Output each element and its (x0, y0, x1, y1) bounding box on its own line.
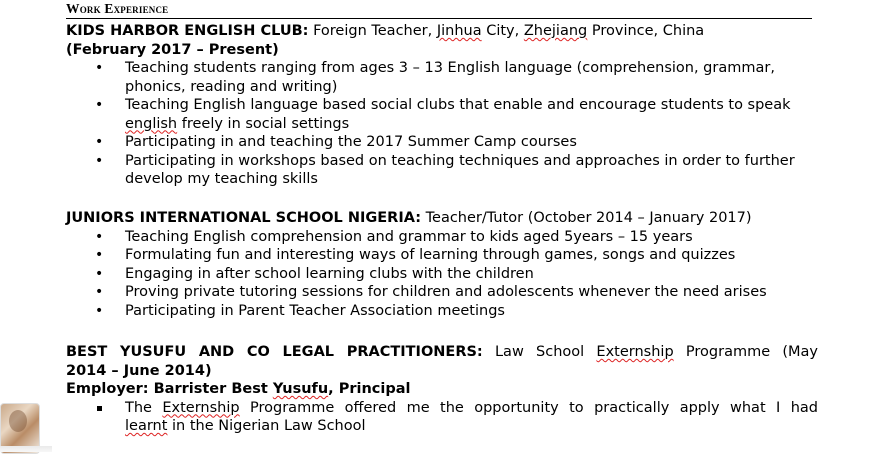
list-item-text: The (125, 399, 163, 416)
job-entry-best-yusufu (66, 343, 818, 436)
list-item: • Engaging in after school learning clubs with the children (66, 265, 818, 284)
job-role: Foreign Teacher, (308, 23, 437, 39)
bullet-list (66, 59, 818, 189)
job-org: BEST YUSUFU AND CO LEGAL PRACTITIONERS: (66, 344, 483, 360)
employer-text: Employer: Barrister Best (66, 381, 273, 397)
list-item-text: Programme offered me the opportunity to practically apply what I had (239, 399, 818, 416)
list-item-text: Teaching English language based social clubs that enable and encourage students to speak (125, 97, 791, 113)
job-entry-juniors (66, 209, 818, 320)
list-item (66, 399, 818, 436)
job-role: Law School (482, 344, 597, 360)
job-entry-kids-harbor (66, 22, 818, 189)
job-role: Teacher/Tutor (October 2014 – January 2017) (421, 210, 752, 226)
job-org: KIDS HARBOR ENGLISH CLUB: (66, 23, 309, 39)
spelling-flag: Jinhua (436, 23, 482, 39)
job-employer (66, 380, 818, 399)
job-org: JUNIORS INTERNATIONAL SCHOOL NIGERIA: (66, 210, 422, 226)
list-item-line (125, 399, 818, 418)
job-role: Province, China (587, 23, 705, 39)
list-item (66, 96, 818, 133)
spelling-flag: Externship (162, 399, 240, 416)
job-role: City, (481, 23, 524, 39)
spelling-flag: Externship (596, 344, 674, 360)
spelling-flag: learnt (125, 418, 168, 434)
job-heading (66, 22, 818, 41)
job-role: Programme (May (673, 344, 818, 360)
list-item-text: freely in social settings (177, 115, 350, 132)
section-rule (66, 18, 812, 19)
section-title: Work Experience (66, 1, 169, 16)
page-edge-shadow (0, 446, 52, 452)
spelling-flag: Yusufu (272, 381, 329, 397)
bullet-list (66, 228, 818, 321)
list-item: • Participating in and teaching the 2017 Summer Camp courses (66, 133, 818, 152)
job-dates: (February 2017 – Present) (66, 41, 279, 58)
employer-text: , Principal (328, 381, 411, 397)
list-item: • Participating in workshops based on teaching techniques and approaches in order to further develop my teaching skills (66, 152, 818, 189)
list-item-text: in the Nigerian Law School (167, 418, 366, 434)
list-item-line (125, 417, 818, 436)
bullet-list (66, 399, 818, 436)
job-dates: 2014 – June 2014) (66, 362, 212, 379)
job-heading (66, 343, 818, 362)
spelling-flag: Zhejiang (523, 23, 588, 39)
list-item: • Proving private tutoring sessions for children and adolescents whenever the need arises (66, 283, 818, 302)
list-item: • Teaching students ranging from ages 3 – 13 English language (comprehension, grammar, phonics, reading and writing) (66, 59, 818, 96)
job-heading (66, 209, 818, 228)
spelling-flag: english (125, 115, 178, 132)
list-item: • Formulating fun and interesting ways of learning through games, songs and quizzes (66, 246, 818, 265)
list-item: • Teaching English comprehension and grammar to kids aged 5years – 15 years (66, 228, 818, 247)
list-item: • Participating in Parent Teacher Association meetings (66, 302, 818, 321)
